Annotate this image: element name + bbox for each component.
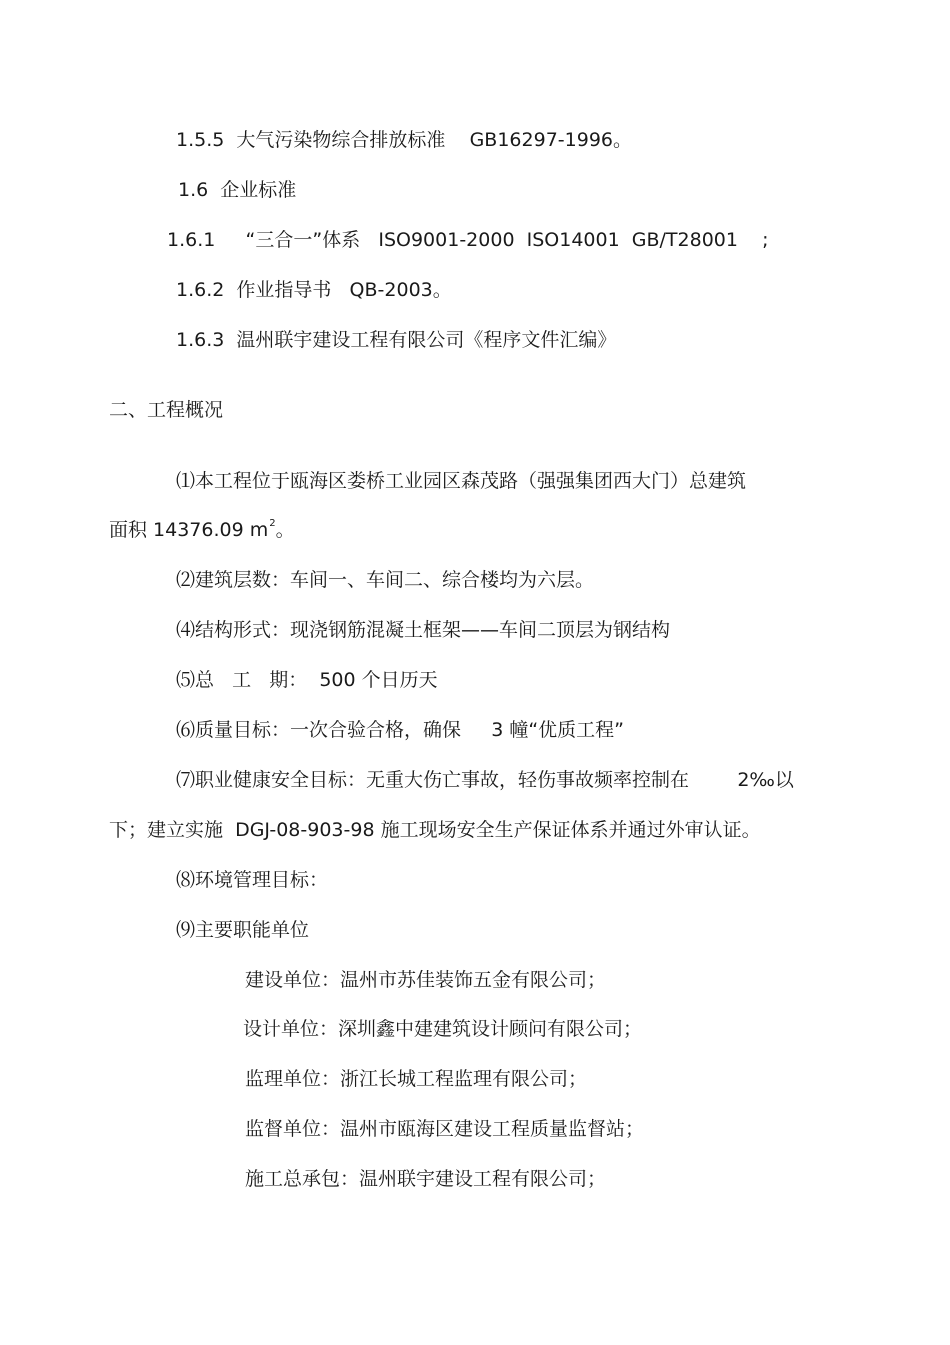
standard-1-6-2: 1.6.2 作业指导书 QB-2003。 [176,279,452,301]
item-5-duration: ⑸总 工 期： 500 个日历天 [176,669,438,691]
section-2-heading: 二、工程概况 [109,399,224,421]
item-7-safety-cont: 下；建立实施 DGJ-08-903-98 施工现场安全生产保证体系并通过外审认证。 [109,819,761,841]
area-text: 面积 14376.09 m [109,519,269,541]
section-1-6-heading: 1.6 企业标准 [178,179,297,201]
standard-1-6-3: 1.6.3 温州联宇建设工程有限公司《程序文件汇编》 [176,329,617,351]
item-9-units: ⑼主要职能单位 [176,919,310,941]
item-4-structure: ⑷结构形式：现浇钢筋混凝土框架——车间二顶层为钢结构 [176,619,671,641]
unit-design: 设计单位：深圳鑫中建建筑设计顾问有限公司； [243,1018,643,1040]
area-period: 。 [275,519,295,541]
unit-supervision: 监理单位：浙江长城工程监理有限公司； [245,1068,588,1090]
item-1-area [109,518,295,546]
item-7-safety: ⑺职业健康安全目标：无重大伤亡事故，轻伤事故频率控制在 2‰以 [176,769,794,791]
item-2-floors: ⑵建筑层数：车间一、车间二、综合楼均为六层。 [176,569,595,591]
item-6-quality: ⑹质量目标：一次合验合格，确保 3 幢“优质工程” [176,719,625,741]
standard-1-5-5: 1.5.5 大气污染物综合排放标准 GB16297-1996。 [176,129,632,151]
unit-general-contractor: 施工总承包：温州联宇建设工程有限公司； [245,1168,607,1190]
area-superscript: 2 [269,518,276,529]
item-1-location: ⑴本工程位于瓯海区娄桥工业园区森茂路（强强集团西大门）总建筑 [176,470,747,492]
unit-oversight: 监督单位：温州市瓯海区建设工程质量监督站； [245,1118,645,1140]
unit-construction-owner: 建设单位：温州市苏佳装饰五金有限公司； [245,969,607,991]
item-8-environment: ⑻环境管理目标： [176,869,329,891]
standard-1-6-1: 1.6.1 “三合一”体系 ISO9001-2000 ISO14001 GB/T28001 ; [167,229,769,251]
